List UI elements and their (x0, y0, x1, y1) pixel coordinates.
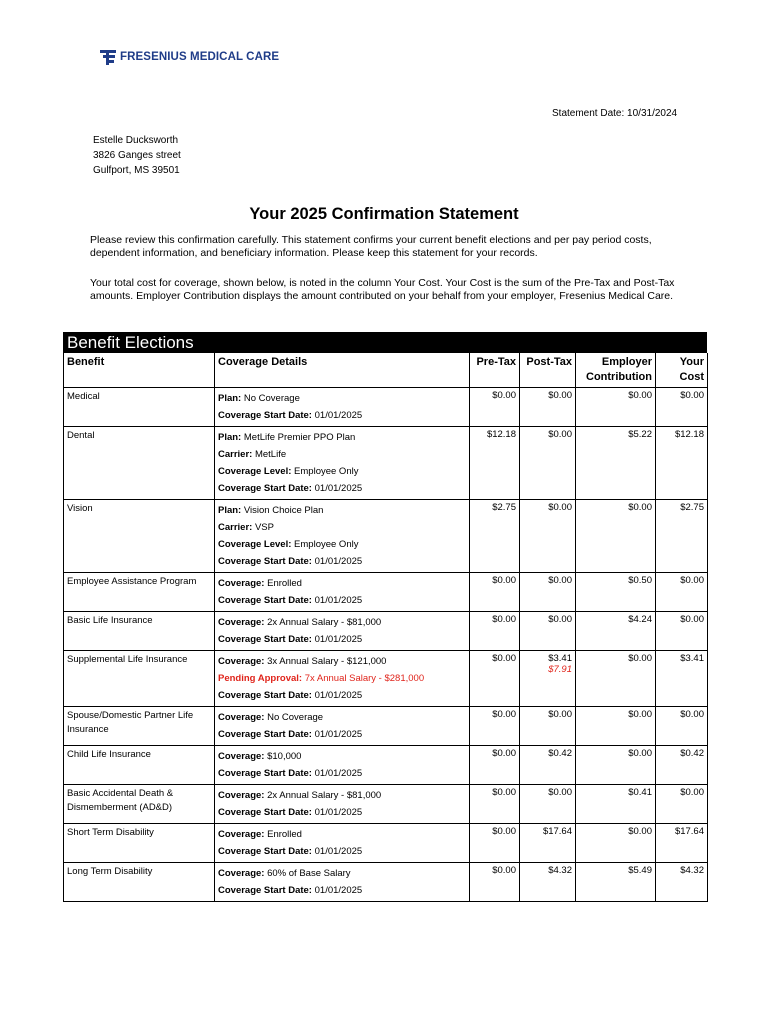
table-row (64, 388, 708, 427)
pretax-amount (470, 863, 520, 902)
company-name: FRESENIUS MEDICAL CARE (120, 51, 280, 63)
detail-value: Enrolled (264, 829, 302, 840)
detail-line (218, 575, 466, 592)
detail-value: 01/01/2025 (311, 690, 363, 701)
pretax-amount (470, 824, 520, 863)
detail-label: Coverage: (218, 829, 265, 840)
pending-approval-line (218, 670, 466, 687)
posttax-amount (520, 500, 576, 573)
posttax-amount (520, 785, 576, 824)
employer-contribution-amount-value: $0.00 (628, 748, 652, 759)
detail-label: Carrier: (218, 449, 253, 460)
detail-label: Coverage Start Date: (218, 410, 312, 421)
table-row (64, 863, 708, 902)
detail-value: No Coverage (241, 393, 300, 404)
detail-value: 01/01/2025 (311, 634, 363, 645)
detail-value: 01/01/2025 (311, 846, 363, 857)
detail-line (218, 865, 466, 882)
detail-value: $10,000 (264, 751, 302, 762)
posttax-amount (520, 573, 576, 612)
posttax-amount (520, 612, 576, 651)
pretax-amount-value: $0.00 (492, 575, 516, 586)
col-header-employer-line1: Employer (601, 356, 652, 368)
detail-line (218, 390, 466, 407)
employer-contribution-amount (576, 573, 656, 612)
your-cost-amount-value: $0.00 (680, 575, 704, 586)
detail-label: Coverage Start Date: (218, 807, 312, 818)
posttax-amount-value: $0.00 (548, 709, 572, 720)
detail-line (218, 614, 466, 631)
detail-value: 2x Annual Salary - $81,000 (264, 790, 382, 801)
coverage-details (215, 785, 470, 824)
pretax-amount (470, 651, 520, 707)
detail-line (218, 463, 466, 480)
detail-value: 3x Annual Salary - $121,000 (264, 656, 387, 667)
detail-label: Plan: (218, 505, 242, 516)
detail-line (218, 480, 466, 497)
detail-label: Coverage Start Date: (218, 885, 312, 896)
employer-contribution-amount-value: $4.24 (628, 614, 652, 625)
posttax-amount-value: $0.00 (548, 502, 572, 513)
your-cost-amount (656, 612, 708, 651)
employer-contribution-amount-value: $5.49 (628, 865, 652, 876)
coverage-details (215, 746, 470, 785)
detail-line (218, 536, 466, 553)
benefit-name: Child Life Insurance (64, 746, 215, 785)
employer-contribution-amount (576, 612, 656, 651)
posttax-amount-value: $17.64 (542, 826, 572, 837)
detail-value: VSP (252, 522, 274, 533)
employer-contribution-amount-value: $0.00 (628, 502, 652, 513)
col-header-employer-line2: Contribution (586, 371, 652, 383)
coverage-details (215, 651, 470, 707)
your-cost-amount (656, 388, 708, 427)
detail-line (218, 687, 466, 704)
statement-date: Statement Date: 10/31/2024 (552, 108, 678, 119)
your-cost-amount (656, 785, 708, 824)
employer-contribution-amount (576, 785, 656, 824)
your-cost-amount-value: $0.42 (680, 748, 704, 759)
detail-line (218, 748, 466, 765)
posttax-amount (520, 651, 576, 707)
detail-label: Coverage Start Date: (218, 634, 312, 645)
employer-contribution-amount-value: $5.22 (628, 429, 652, 440)
pretax-amount-value: $0.00 (492, 826, 516, 837)
recipient-name: Estelle Ducksworth (93, 135, 179, 146)
detail-value: Enrolled (264, 578, 302, 589)
benefit-name: Basic Accidental Death & Dismemberment (AD&D) (64, 785, 215, 824)
detail-value: 60% of Base Salary (264, 868, 351, 879)
detail-value: 01/01/2025 (311, 768, 363, 779)
pretax-amount (470, 573, 520, 612)
your-cost-amount-value: $3.41 (680, 653, 704, 664)
your-cost-amount (656, 573, 708, 612)
employer-contribution-amount (576, 863, 656, 902)
posttax-amount-value: $3.41 (548, 653, 572, 664)
coverage-details (215, 707, 470, 746)
pretax-amount-value: $0.00 (492, 787, 516, 798)
your-cost-amount (656, 746, 708, 785)
benefit-name: Short Term Disability (64, 824, 215, 863)
recipient-address (93, 133, 181, 178)
detail-value: 01/01/2025 (311, 483, 363, 494)
col-header-pretax: Pre-Tax (470, 353, 520, 388)
company-logo (100, 48, 279, 66)
recipient-city: Gulfport, MS 39501 (93, 165, 180, 176)
col-header-benefit: Benefit (64, 353, 215, 388)
detail-label: Coverage Start Date: (218, 768, 312, 779)
employer-contribution-amount (576, 500, 656, 573)
coverage-details (215, 573, 470, 612)
your-cost-amount-value: $12.18 (674, 429, 704, 440)
pretax-amount-value: $2.75 (492, 502, 516, 513)
detail-label: Pending Approval: (218, 673, 303, 684)
detail-line (218, 826, 466, 843)
employer-contribution-amount (576, 427, 656, 500)
detail-value: No Coverage (264, 712, 324, 723)
detail-line (218, 631, 466, 648)
col-header-cost-line2: Cost (679, 371, 704, 383)
benefit-name: Supplemental Life Insurance (64, 651, 215, 707)
detail-label: Coverage: (218, 751, 265, 762)
table-row (64, 427, 708, 500)
detail-label: Coverage: (218, 712, 265, 723)
your-cost-amount (656, 427, 708, 500)
table-row (64, 707, 708, 746)
pretax-amount-value: $12.18 (486, 429, 516, 440)
detail-value: 01/01/2025 (311, 410, 363, 421)
posttax-amount (520, 824, 576, 863)
detail-label: Coverage Start Date: (218, 690, 312, 701)
table-row (64, 785, 708, 824)
table-row (64, 651, 708, 707)
posttax-amount-value: $0.00 (548, 390, 572, 401)
detail-label: Coverage Level: (218, 539, 292, 550)
your-cost-amount (656, 500, 708, 573)
detail-value: 01/01/2025 (311, 595, 363, 606)
your-cost-amount (656, 863, 708, 902)
detail-line (218, 726, 466, 743)
coverage-details (215, 612, 470, 651)
table-header-row (64, 353, 708, 388)
col-header-your-cost (656, 353, 708, 388)
fresenius-logo-icon (100, 48, 116, 66)
detail-value: 2x Annual Salary - $81,000 (264, 617, 382, 628)
detail-label: Coverage Start Date: (218, 595, 312, 606)
benefit-name: Vision (64, 500, 215, 573)
detail-line (218, 502, 466, 519)
pretax-amount (470, 612, 520, 651)
posttax-amount (520, 707, 576, 746)
pretax-amount-value: $0.00 (492, 653, 516, 664)
detail-line (218, 446, 466, 463)
employer-contribution-amount (576, 388, 656, 427)
pretax-amount (470, 427, 520, 500)
your-cost-amount-value: $17.64 (674, 826, 704, 837)
detail-value: Employee Only (291, 539, 359, 550)
detail-value: Vision Choice Plan (241, 505, 324, 516)
benefit-name: Dental (64, 427, 215, 500)
detail-value: MetLife (252, 449, 287, 460)
page-title: Your 2025 Confirmation Statement (249, 205, 519, 223)
pretax-amount-value: $0.00 (492, 865, 516, 876)
detail-value: MetLife Premier PPO Plan (241, 432, 356, 443)
col-header-employer-contribution (576, 353, 656, 388)
detail-value: 01/01/2025 (311, 729, 363, 740)
posttax-amount-value: $4.32 (548, 865, 572, 876)
coverage-details (215, 863, 470, 902)
posttax-amount (520, 388, 576, 427)
your-cost-amount-value: $4.32 (680, 865, 704, 876)
detail-line (218, 407, 466, 424)
your-cost-amount-value: $2.75 (680, 502, 704, 513)
detail-value: 7x Annual Salary - $281,000 (302, 673, 425, 684)
detail-line (218, 653, 466, 670)
employer-contribution-amount-value: $0.00 (628, 653, 652, 664)
posttax-amount-value: $0.00 (548, 787, 572, 798)
detail-label: Coverage Start Date: (218, 846, 312, 857)
employer-contribution-amount-value: $0.50 (628, 575, 652, 586)
recipient-street: 3826 Ganges street (93, 150, 181, 161)
detail-line (218, 592, 466, 609)
table-row (64, 612, 708, 651)
detail-label: Plan: (218, 393, 242, 404)
posttax-amount (520, 863, 576, 902)
coverage-details (215, 824, 470, 863)
posttax-amount (520, 746, 576, 785)
posttax-pending-value: $7.91 (548, 664, 572, 675)
employer-contribution-amount-value: $0.00 (628, 390, 652, 401)
employer-contribution-amount-value: $0.00 (628, 826, 652, 837)
detail-label: Coverage Start Date: (218, 483, 312, 494)
detail-label: Coverage: (218, 656, 265, 667)
detail-label: Coverage Start Date: (218, 556, 312, 567)
posttax-amount (520, 427, 576, 500)
pretax-amount (470, 388, 520, 427)
pretax-amount-value: $0.00 (492, 614, 516, 625)
coverage-details (215, 427, 470, 500)
benefit-elections-table (63, 353, 708, 902)
col-header-coverage-details: Coverage Details (215, 353, 470, 388)
benefit-name: Long Term Disability (64, 863, 215, 902)
pretax-amount (470, 785, 520, 824)
detail-value: 01/01/2025 (311, 885, 363, 896)
detail-label: Coverage: (218, 868, 265, 879)
benefit-name: Basic Life Insurance (64, 612, 215, 651)
employer-contribution-amount (576, 824, 656, 863)
your-cost-amount-value: $0.00 (680, 614, 704, 625)
table-row (64, 573, 708, 612)
pretax-amount (470, 746, 520, 785)
detail-line (218, 787, 466, 804)
intro-paragraph-2: Your total cost for coverage, shown below, is noted in the column Your Cost. Your Cost is the sum of the Pre-Tax and Post-Tax amounts. Employer Contribution displays the amount contributed on your behalf from your employer, Fresenius Medical Care. (90, 277, 675, 302)
your-cost-amount (656, 824, 708, 863)
coverage-details (215, 388, 470, 427)
pretax-amount-value: $0.00 (492, 390, 516, 401)
your-cost-amount-value: $0.00 (680, 709, 704, 720)
posttax-amount-value: $0.00 (548, 614, 572, 625)
table-row (64, 746, 708, 785)
detail-label: Coverage Start Date: (218, 729, 312, 740)
posttax-amount-value: $0.42 (548, 748, 572, 759)
section-title: Benefit Elections (63, 332, 707, 353)
detail-label: Plan: (218, 432, 242, 443)
your-cost-amount (656, 651, 708, 707)
pretax-amount-value: $0.00 (492, 709, 516, 720)
detail-line (218, 765, 466, 782)
benefit-name: Employee Assistance Program (64, 573, 215, 612)
pretax-amount-value: $0.00 (492, 748, 516, 759)
detail-label: Coverage: (218, 578, 265, 589)
detail-label: Coverage: (218, 617, 265, 628)
detail-line (218, 553, 466, 570)
employer-contribution-amount (576, 707, 656, 746)
employer-contribution-amount (576, 651, 656, 707)
detail-value: Employee Only (291, 466, 359, 477)
benefit-name: Medical (64, 388, 215, 427)
col-header-posttax: Post-Tax (520, 353, 576, 388)
benefit-name: Spouse/Domestic Partner Life Insurance (64, 707, 215, 746)
detail-line (218, 804, 466, 821)
detail-line (218, 519, 466, 536)
your-cost-amount (656, 707, 708, 746)
detail-label: Carrier: (218, 522, 253, 533)
detail-value: 01/01/2025 (311, 807, 363, 818)
your-cost-amount-value: $0.00 (680, 787, 704, 798)
table-row (64, 824, 708, 863)
col-header-cost-line1: Your (679, 356, 704, 368)
detail-line (218, 882, 466, 899)
posttax-amount-value: $0.00 (548, 575, 572, 586)
posttax-amount-value: $0.00 (548, 429, 572, 440)
table-row (64, 500, 708, 573)
employer-contribution-amount-value: $0.00 (628, 709, 652, 720)
detail-line (218, 429, 466, 446)
detail-line (218, 843, 466, 860)
intro-paragraph-1: Please review this confirmation carefully. This statement confirms your current benefit elections and per pay period costs, dependent information, and beneficiary information. Please keep this statement for your records. (90, 234, 652, 259)
coverage-details (215, 500, 470, 573)
detail-line (218, 709, 466, 726)
pretax-amount (470, 500, 520, 573)
detail-value: 01/01/2025 (311, 556, 363, 567)
employer-contribution-amount (576, 746, 656, 785)
detail-label: Coverage: (218, 790, 265, 801)
detail-label: Coverage Level: (218, 466, 292, 477)
your-cost-amount-value: $0.00 (680, 390, 704, 401)
pretax-amount (470, 707, 520, 746)
employer-contribution-amount-value: $0.41 (628, 787, 652, 798)
